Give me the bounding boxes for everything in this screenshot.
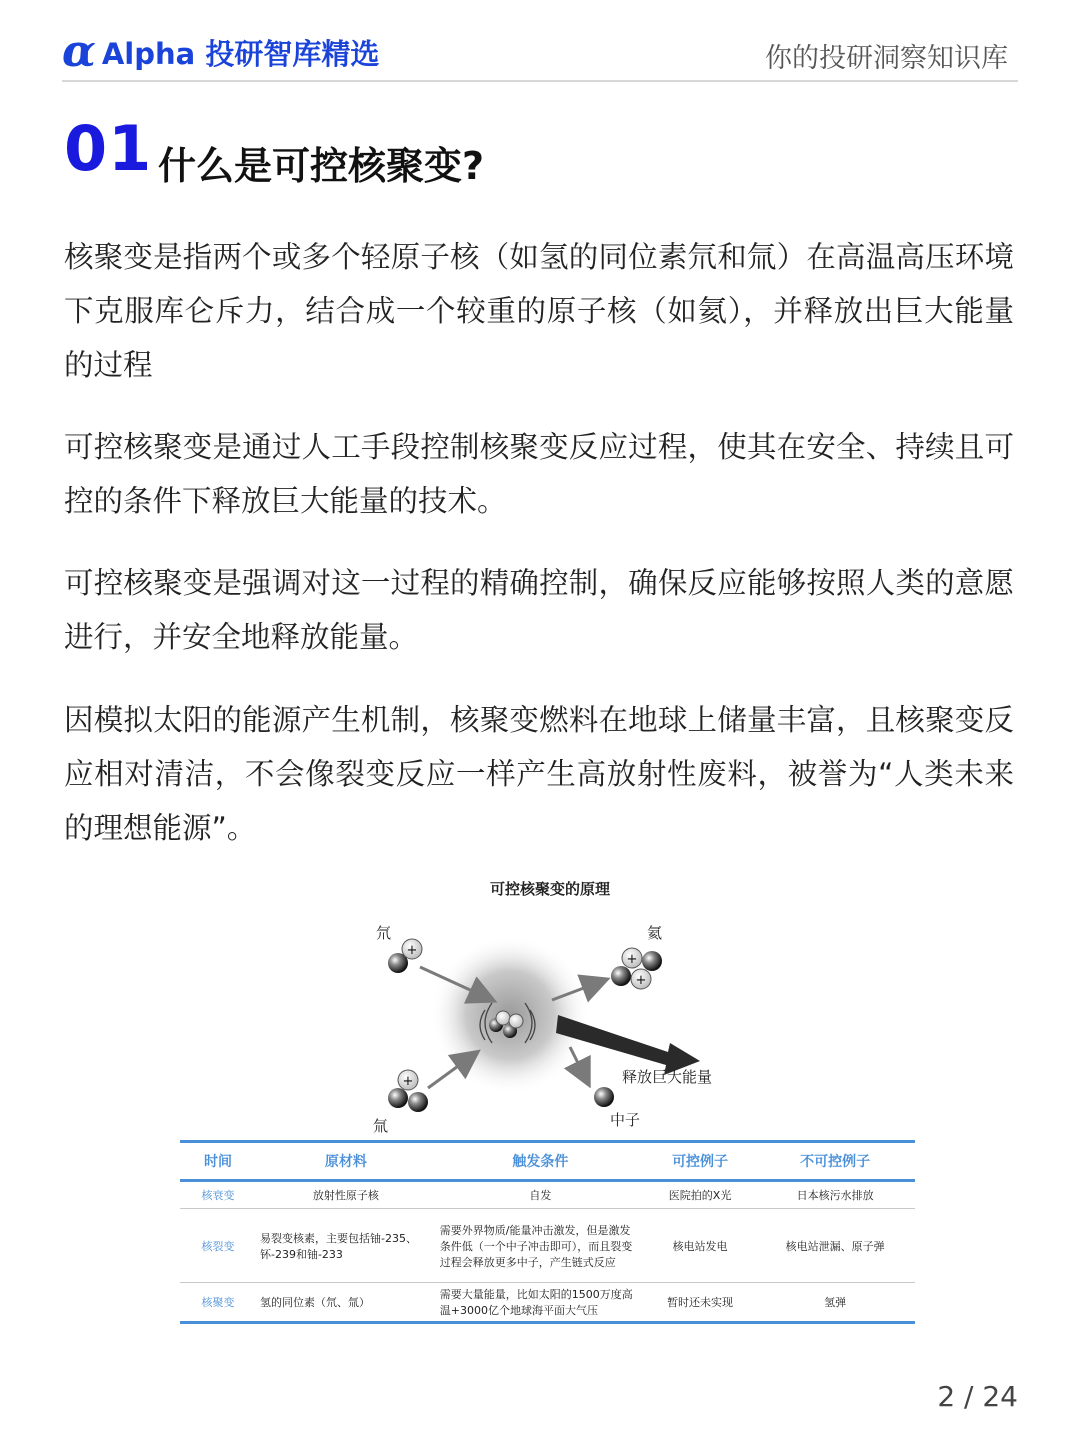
table-cell: 核电站发电 [645,1209,755,1283]
label-tritium: 氚 [373,1117,389,1135]
svg-text:+: + [406,943,418,958]
page-number: 2 / 24 [937,1380,1018,1413]
diagram-title: 可控核聚变的原理 [489,880,610,898]
alpha-logo-icon: α [62,26,96,77]
paragraph-precise-control: 可控核聚变是强调对这一过程的精确控制，确保反应能够按照人类的意愿进行，并安全地释放能量。 [64,566,1014,654]
table-cell: 日本核污水排放 [755,1181,915,1209]
tagline: 你的投研洞察知识库 [765,43,1008,74]
diagram-graphic [180,875,915,1135]
page-header [62,26,1018,82]
table-cell: 暂时还未实现 [645,1283,755,1323]
deuterium-nucleus [388,939,422,973]
svg-text:+: + [626,952,638,967]
table-row [180,1209,915,1283]
col-header: 触发条件 [436,1142,645,1181]
table-cell: 核聚变 [180,1283,256,1323]
paragraph-controlled-fusion: 可控核聚变是通过人工手段控制核聚变反应过程，使其在安全、持续且可控的条件下释放巨大能量的技术。 [64,430,1014,518]
logo [62,26,380,77]
neutron-particle [594,1087,614,1107]
col-header: 可控例子 [645,1142,755,1181]
table-cell: 氢弹 [755,1283,915,1323]
table-cell: 医院拍的X光 [645,1181,755,1209]
table-cell: 核电站泄漏、原子弹 [755,1209,915,1283]
logo-text: Alpha 投研智库精选 [101,36,380,71]
col-header: 时间 [180,1142,256,1181]
svg-text:+: + [635,973,647,988]
label-neutron: 中子 [610,1111,641,1129]
table-cell: 核裂变 [180,1209,256,1283]
table-cell: 需要外界物质/能量冲击激发，但是激发条件低（一个中子冲击即可），而且裂变过程会释放更多中子，产生链式反应 [436,1209,645,1283]
col-header: 不可控例子 [755,1142,915,1181]
tritium-nucleus [388,1070,428,1112]
table-cell: 自发 [436,1181,645,1209]
col-header: 原材料 [256,1142,436,1181]
section-number: 01 [64,112,153,185]
table-row [180,1181,915,1209]
label-deuterium: 氘 [376,924,392,942]
table-cell: 核衰变 [180,1181,256,1209]
svg-text:+: + [402,1074,414,1089]
label-helium: 氦 [647,924,663,942]
paragraph-definition: 核聚变是指两个或多个轻原子核（如氢的同位素氘和氚）在高温高压环境下克服库仑斥力，结合成一个较重的原子核（如氦），并释放出巨大能量的过程 [64,240,1014,382]
table-cell: 放射性原子核 [256,1181,436,1209]
table-row [180,1283,915,1323]
table-cell: 需要大量能量，比如太阳的1500万度高温+3000亿个地球海平面大气压 [436,1283,645,1323]
reaction-glow [430,935,590,1095]
nuclear-reaction-table [180,1140,915,1324]
helium-nucleus [611,948,662,989]
table-cell: 氢的同位素（氘、氚） [256,1283,436,1323]
table-header-row [180,1142,915,1181]
section-title: 什么是可控核聚变? [158,144,485,188]
table-cell: 易裂变核素，主要包括铀-235、钚-239和铀-233 [256,1209,436,1283]
label-energy: 释放巨大能量 [622,1068,713,1086]
paragraph-ideal-energy: 因模拟太阳的能源产生机制，核聚变燃料在地球上储量丰富，且核聚变反应相对清洁，不会像裂变反应一样产生高放射性废料，被誉为“人类未来的理想能源”。 [64,703,1014,845]
